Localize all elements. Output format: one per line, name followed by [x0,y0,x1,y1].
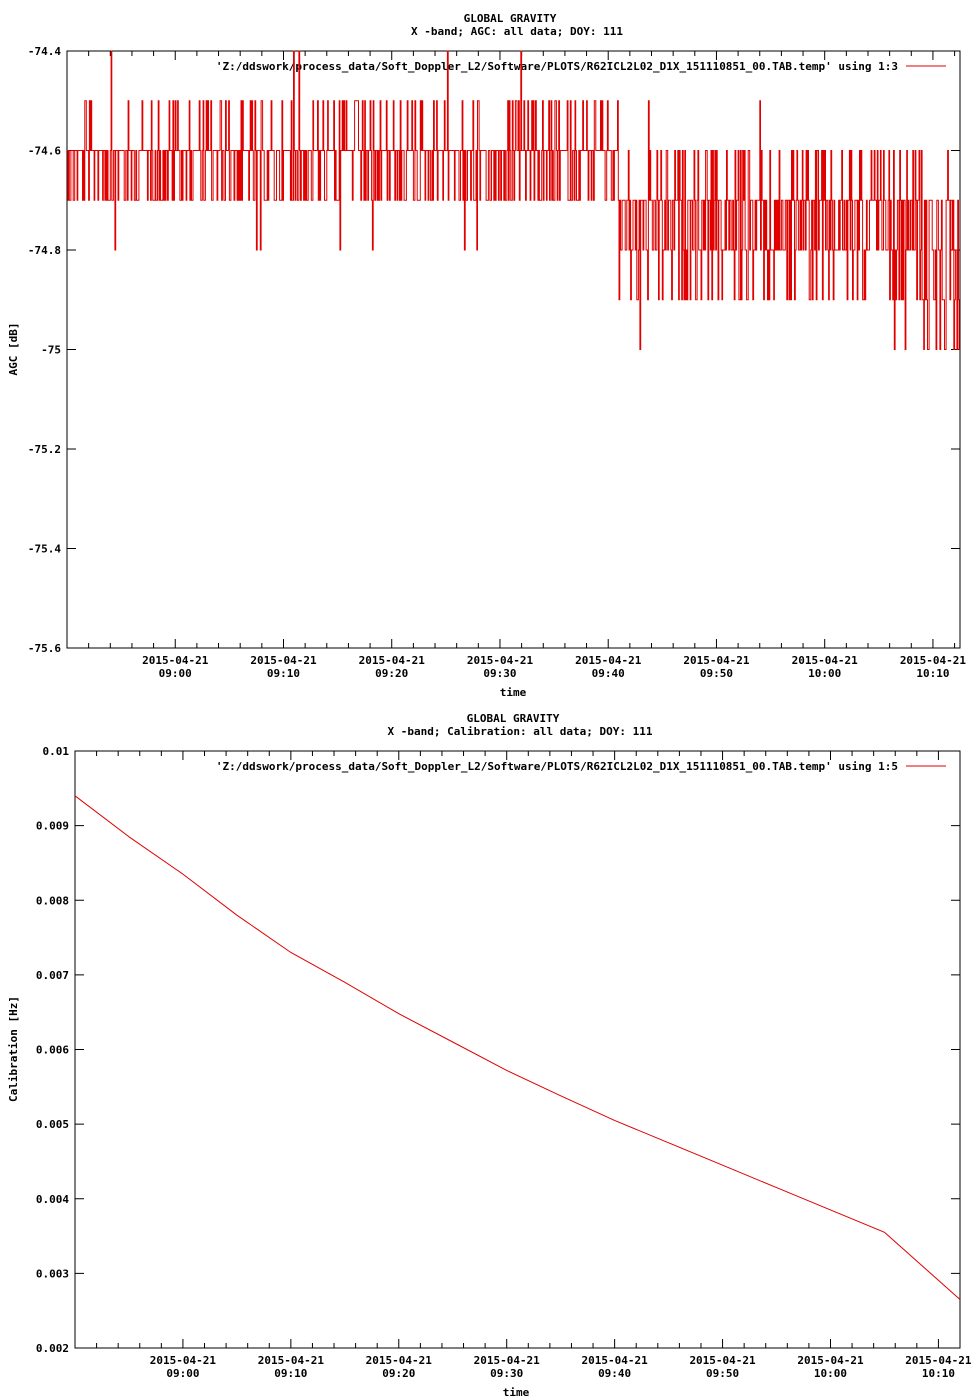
chart-title: GLOBAL GRAVITY [466,712,560,725]
y-tick-label: 0.004 [35,1192,69,1206]
x-tick-time: 09:00 [158,667,192,680]
y-tick-label: -74.4 [27,45,61,58]
x-tick-time: 10:10 [921,1367,955,1380]
x-tick-time: 09:50 [699,667,734,680]
x-tick-time: 09:50 [705,1367,740,1380]
x-tick-time: 09:10 [266,667,301,680]
y-tick-label: 0.007 [35,968,69,982]
y-tick-label: 0.005 [35,1118,69,1132]
x-tick-time: 09:30 [490,1367,524,1380]
y-tick-label: 0.01 [42,745,69,758]
x-tick-date: 2015-04-21 [581,1354,648,1367]
x-axis-label: time [502,1386,530,1399]
x-tick-date: 2015-04-21 [149,1354,217,1367]
x-tick-date: 2015-04-21 [575,654,642,667]
legend-label: 'Z:/ddswork/process_data/Soft_Doppler_L2/Software/PLOTS/R62ICL2L02_D1X_151110851_00.TAB.temp' using 1:5 [215,760,898,773]
x-tick-date: 2015-04-21 [683,654,750,667]
y-tick-label: 0.006 [35,1043,69,1057]
y-tick-label: 0.008 [35,894,69,908]
x-tick-date: 2015-04-21 [466,654,534,667]
x-tick-time: 09:40 [598,1367,632,1380]
chart-subtitle: X -band; AGC: all data; DOY: 111 [411,25,623,38]
x-tick-time: 09:20 [382,1367,416,1380]
x-tick-date: 2015-04-21 [689,1354,756,1367]
x-tick-date: 2015-04-21 [905,1354,972,1367]
x-tick-time: 10:00 [808,667,842,680]
y-tick-label: 0.009 [35,819,69,833]
x-tick-time: 09:20 [375,667,409,680]
y-axis-label: AGC [dB] [7,322,20,376]
y-tick-label: -74.6 [27,144,61,158]
chart-subtitle: X -band; Calibration: all data; DOY: 111 [387,725,653,738]
x-tick-date: 2015-04-21 [797,1354,864,1367]
x-tick-date: 2015-04-21 [899,654,967,667]
x-tick-time: 09:10 [274,1367,308,1380]
x-tick-time: 10:10 [916,667,950,680]
y-tick-label: -75.2 [27,443,61,456]
x-tick-date: 2015-04-21 [257,1354,324,1367]
chart-title: GLOBAL GRAVITY [463,12,557,25]
x-tick-date: 2015-04-21 [142,654,209,667]
x-axis-label: time [499,686,527,699]
x-tick-time: 09:00 [166,1367,200,1380]
x-tick-time: 09:30 [483,667,517,680]
y-tick-label: -74.8 [27,244,61,257]
y-tick-label: -75.6 [27,642,61,655]
y-tick-label: -75 [41,343,61,357]
x-tick-time: 10:00 [813,1367,848,1380]
y-axis-label: Calibration [Hz] [7,996,20,1102]
x-tick-time: 09:40 [591,667,625,680]
x-tick-date: 2015-04-21 [250,654,317,667]
x-tick-date: 2015-04-21 [358,654,425,667]
y-tick-label: 0.002 [35,1342,69,1355]
y-tick-label: 0.003 [35,1267,69,1281]
y-tick-label: -75.4 [27,542,61,556]
x-tick-date: 2015-04-21 [473,1354,540,1367]
x-tick-date: 2015-04-21 [791,654,858,667]
x-tick-date: 2015-04-21 [365,1354,432,1367]
legend-label: 'Z:/ddswork/process_data/Soft_Doppler_L2/Software/PLOTS/R62ICL2L02_D1X_151110851_00.TAB.temp' using 1:3 [215,60,898,73]
